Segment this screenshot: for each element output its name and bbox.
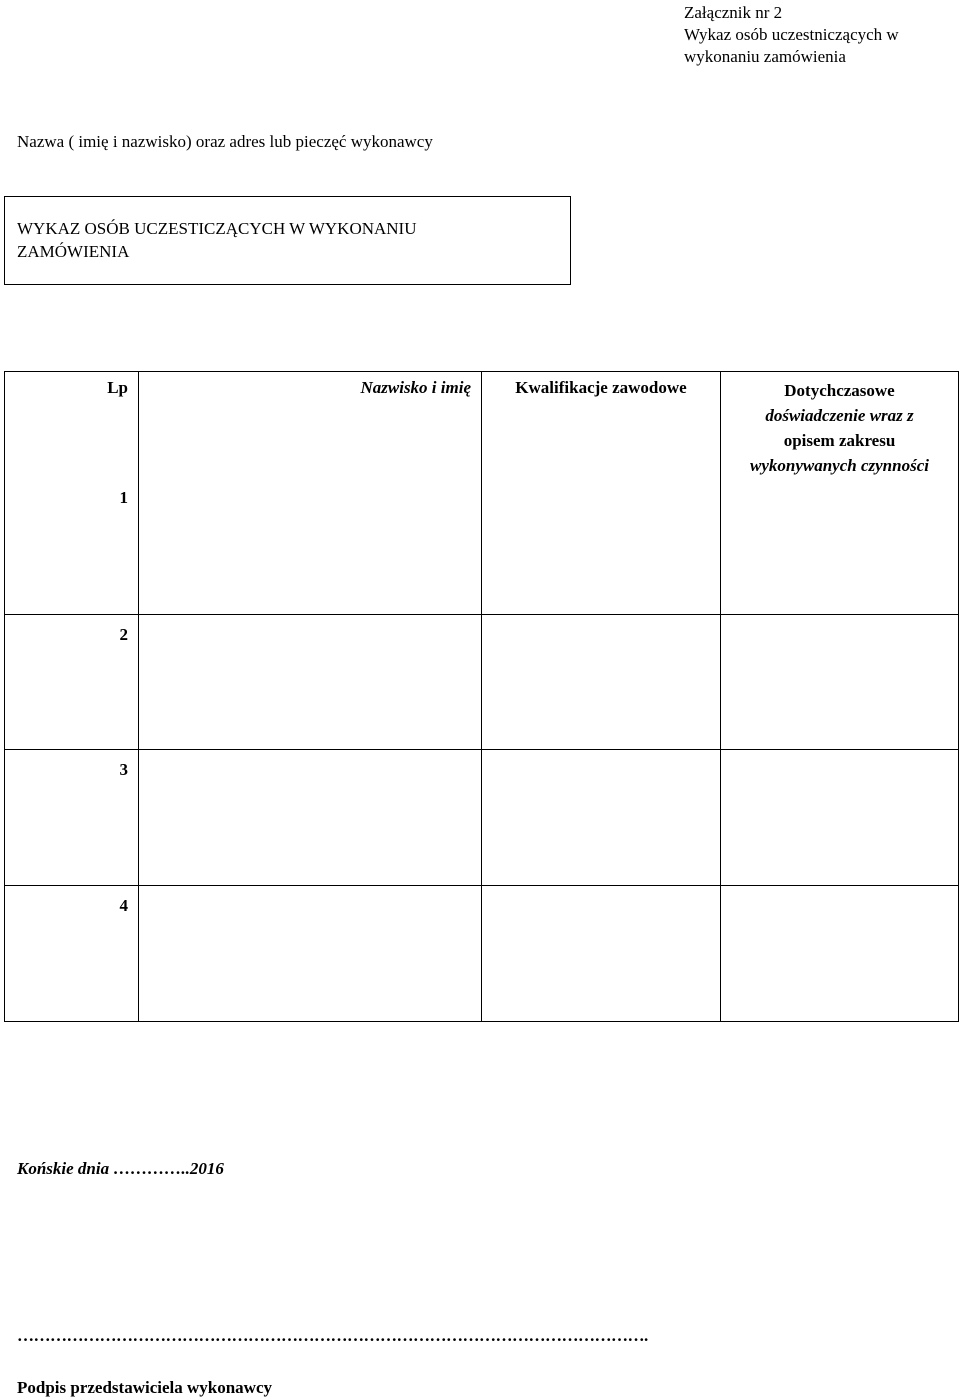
qualifications-cell[interactable] (482, 749, 721, 885)
experience-cell[interactable] (721, 478, 959, 614)
qualifications-cell[interactable] (482, 614, 721, 749)
experience-cell[interactable] (721, 885, 959, 1021)
document-title-box (4, 196, 571, 285)
table-row (5, 478, 959, 614)
document-title-line-2: ZAMÓWIENIA (17, 242, 130, 261)
header-qualifications: Kwalifikacje zawodowe (482, 372, 721, 479)
header-experience-line-4: wykonywanych czynności (750, 456, 929, 475)
annex-header (684, 2, 899, 68)
qualifications-cell[interactable] (482, 478, 721, 614)
row-number: 3 (5, 749, 139, 885)
document-title-line-1: WYKAZ OSÓB UCZESTICZĄCYCH W WYKONANIU (17, 219, 417, 238)
name-cell[interactable] (139, 478, 482, 614)
qualifications-cell[interactable] (482, 885, 721, 1021)
experience-cell[interactable] (721, 614, 959, 749)
table-row (5, 885, 959, 1021)
header-lp: Lp (5, 372, 139, 479)
experience-cell[interactable] (721, 749, 959, 885)
header-experience (721, 372, 959, 479)
name-cell[interactable] (139, 885, 482, 1021)
annex-title-line-2: wykonaniu zamówienia (684, 47, 846, 66)
header-name: Nazwisko i imię (139, 372, 482, 479)
name-cell[interactable] (139, 614, 482, 749)
header-experience-line-2: doświadczenie wraz z (765, 406, 914, 425)
header-experience-line-1: Dotychczasowe (784, 381, 895, 400)
table-row (5, 749, 959, 885)
signature-dotted-line: ……………………………………………………………………………………………………. (17, 1326, 648, 1345)
row-number: 4 (5, 885, 139, 1021)
annex-title-line-1: Wykaz osób uczestniczących w (684, 25, 899, 44)
signature-label: Podpis przedstawiciela wykonawcy (17, 1378, 272, 1397)
place-date-line: Końskie dnia …………..2016 (17, 1159, 224, 1178)
header-experience-line-3: opisem zakresu (783, 431, 896, 450)
row-number: 2 (5, 614, 139, 749)
annex-number: Załącznik nr 2 (684, 3, 783, 22)
name-cell[interactable] (139, 749, 482, 885)
table-header-row (5, 372, 959, 479)
row-number: 1 (5, 478, 139, 614)
table-row (5, 614, 959, 749)
people-table (4, 371, 959, 1022)
contractor-label: Nazwa ( imię i nazwisko) oraz adres lub pieczęć wykonawcy (17, 132, 433, 151)
